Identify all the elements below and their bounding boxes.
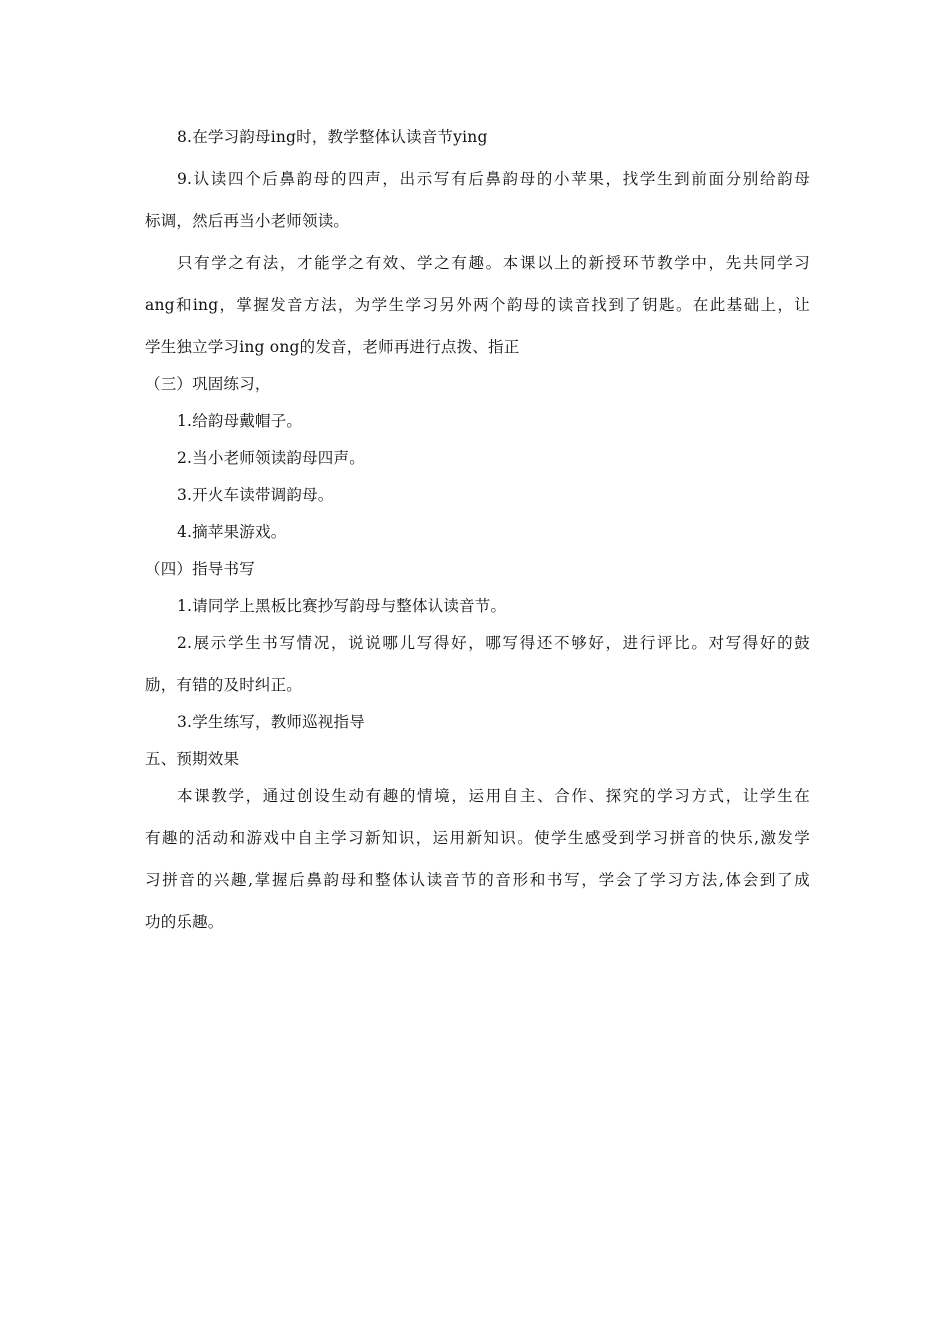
step-8-line: 8.在学习韵母ing时，教学整体认读音节ying: [177, 128, 488, 146]
step-9-line-1: 9.认读四个后鼻韵母的四声，出示写有后鼻韵母的小苹果，找学生到前面分别给韵母: [177, 170, 810, 188]
writing-item-2-line-2: 励，有错的及时纠正。: [145, 676, 303, 694]
expected-effect-line-3: 习拼音的兴趣,掌握后鼻韵母和整体认读音节的音形和书写，学会了学习方法,体会到了成: [145, 871, 810, 889]
section-consolidation-heading: （三）巩固练习，: [145, 375, 271, 393]
writing-item-2-line-1: 2.展示学生书写情况，说说哪儿写得好，哪写得还不够好，进行评比。对写得好的鼓: [177, 634, 810, 652]
document-body: [145, 124, 810, 935]
summary-paragraph-line-1: 只有学之有法，才能学之有效、学之有趣。本课以上的新授环节教学中，先共同学习: [177, 254, 810, 272]
consolidation-item-2: 2.当小老师领读韵母四声。: [177, 449, 365, 467]
summary-paragraph-line-3: 学生独立学习ing ong的发音，老师再进行点拨、指正: [145, 338, 520, 356]
expected-effect-line-1: 本课教学，通过创设生动有趣的情境，运用自主、合作、探究的学习方式，让学生在: [177, 787, 810, 805]
expected-effect-line-4: 功的乐趣。: [145, 913, 224, 931]
section-expected-effect-heading: 五、预期效果: [145, 750, 240, 768]
consolidation-item-4: 4.摘苹果游戏。: [177, 523, 287, 541]
consolidation-item-3: 3.开火车读带调韵母。: [177, 486, 334, 504]
summary-paragraph-line-2: ang和ing，掌握发音方法，为学生学习另外两个韵母的读音找到了钥匙。在此基础上，让: [145, 296, 810, 314]
section-writing-heading: （四）指导书写: [145, 560, 255, 578]
writing-item-3: 3.学生练写，教师巡视指导: [177, 713, 365, 731]
expected-effect-line-2: 有趣的活动和游戏中自主学习新知识，运用新知识。使学生感受到学习拼音的快乐,激发学: [145, 829, 810, 847]
consolidation-item-1: 1.给韵母戴帽子。: [177, 412, 303, 430]
step-9-line-2: 标调，然后再当小老师领读。: [145, 212, 350, 230]
writing-item-1: 1.请同学上黑板比赛抄写韵母与整体认读音节。: [177, 597, 507, 615]
